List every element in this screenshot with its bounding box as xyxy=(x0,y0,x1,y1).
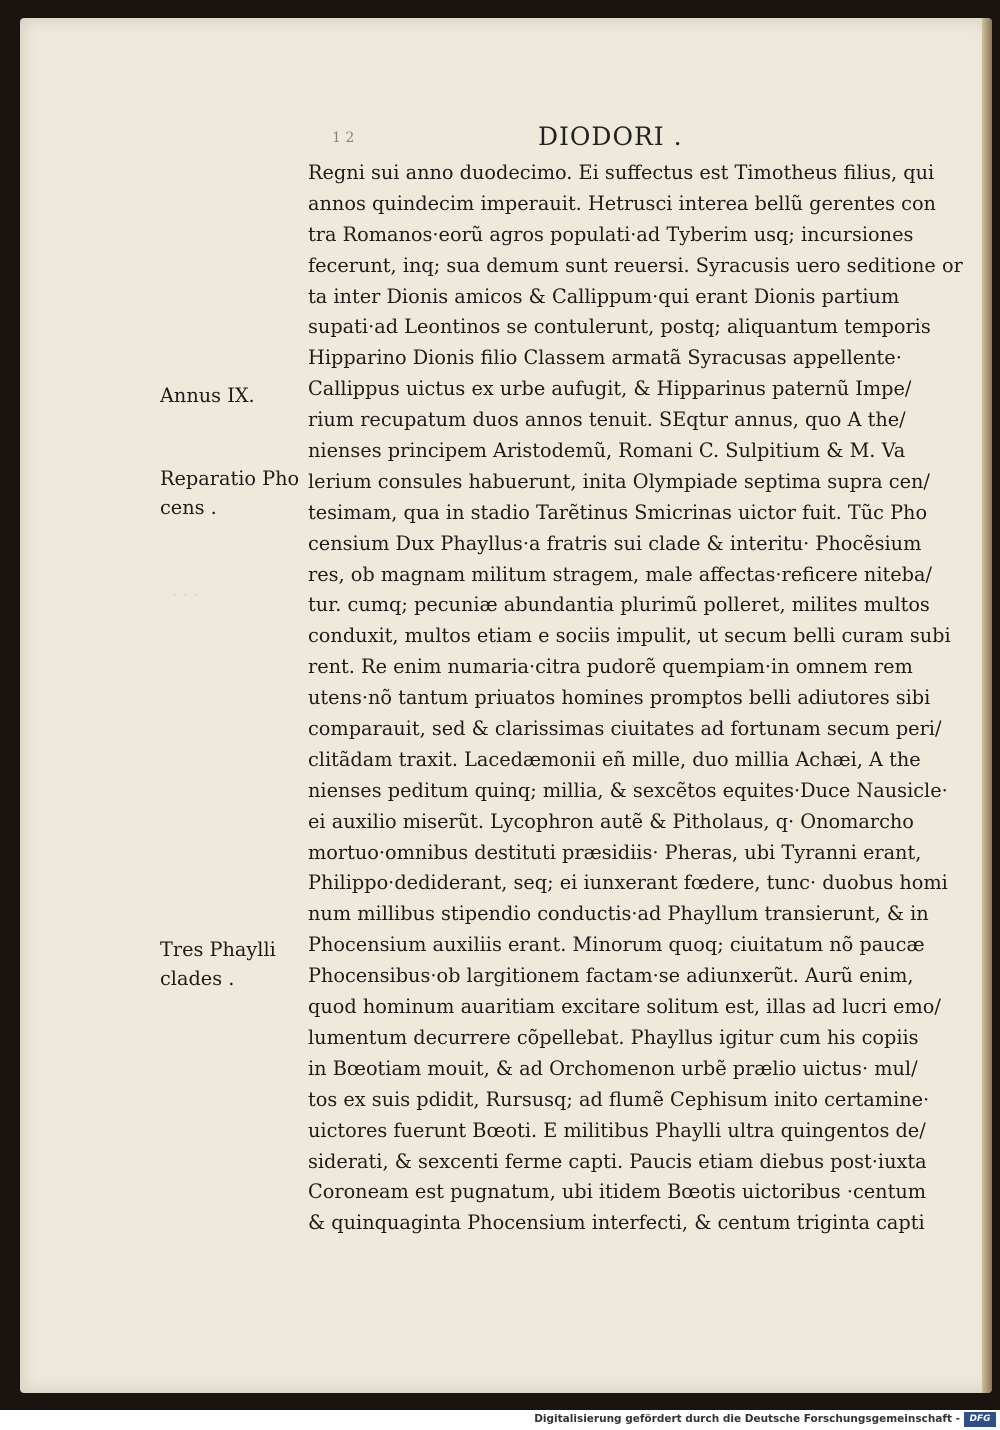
text-line: Hipparino Dionis filio Classem armatã Syracusas appellente· xyxy=(308,346,902,370)
margin-note-annus xyxy=(160,381,255,410)
text-line: censium Dux Phayllus·a fratris sui clade & interitu· Phocẽsium xyxy=(308,531,922,555)
text-line: clitãdam traxit. Lacedæmonii eñ mille, duo millia Achæi, A the xyxy=(308,747,921,771)
page-edge xyxy=(982,18,992,1393)
text-line: nienses peditum quinq; millia, & sexcẽtos equites·Duce Nausicle· xyxy=(308,778,948,802)
text-line: utens·nõ tantum priuatos homines promptos belli adiutores sibi xyxy=(308,686,931,710)
text-line: tra Romanos·eorũ agros populati·ad Tyberim usq; incursiones xyxy=(308,222,914,246)
text-line: Regni sui anno duodecimo. Ei suffectus est Timotheus filius, qui xyxy=(308,161,935,184)
text-line: Coroneam est pugnatum, ubi itidem Bœotis uictoribus ·centum xyxy=(308,1180,927,1204)
margin-note-line: clades . xyxy=(160,967,235,990)
text-line: Philippo·dediderant, seq; ei iunxerant fœdere, tunc· duobus homi xyxy=(308,871,948,895)
text-line: tesimam, qua in stadio Tarẽtinus Smicrinas uictor fuit. Tũc Pho xyxy=(308,500,928,524)
text-line: quod hominum auaritiam excitare solitum est, illas ad lucri emo/ xyxy=(308,995,941,1019)
text-line: rent. Re enim numaria·citra pudorẽ quempiam·in omnem rem xyxy=(308,655,913,679)
book-page xyxy=(20,18,992,1393)
text-line: annos quindecim imperauit. Hetrusci interea bellũ gerentes con xyxy=(308,191,936,215)
text-line: & quinquaginta Phocensium interfecti, & centum triginta capti xyxy=(308,1211,925,1235)
text-line: uictores fuerunt Bœoti. E militibus Phaylli ultra quingentos de/ xyxy=(308,1118,926,1142)
text-line: lerium consules habuerunt, inita Olympiade septima supra cen/ xyxy=(308,469,930,493)
text-line: rium recupatum duos annos tenuit. SEqtur annus, quo A the/ xyxy=(308,408,906,432)
margin-note-reparatio xyxy=(160,464,299,522)
text-line: tur. cumq; pecuniæ abundantia plurimũ polleret, milites multos xyxy=(308,593,930,617)
text-line: comparauit, sed & clarissimas ciuitates ad fortunam secum peri/ xyxy=(308,717,942,741)
text-line: res, ob magnam militum stragem, male affectas·reficere niteba/ xyxy=(308,562,933,586)
text-line: conduxit, multos etiam e sociis impulit, ut secum belli curam subi xyxy=(308,624,951,648)
show-through: · · · xyxy=(172,586,200,606)
text-line: tos ex suis pdidit, Rursusq; ad flumẽ Cephisum inito certamine· xyxy=(308,1087,930,1111)
digitization-footer xyxy=(0,1410,1000,1430)
text-line: Callippus uictus ex urbe aufugit, & Hipparinus paternũ Impe/ xyxy=(308,377,912,401)
text-line: siderati, & sexcenti ferme capti. Paucis etiam diebus post·iuxta xyxy=(308,1149,927,1173)
footer-credit: Digitalisierung gefördert durch die Deutsche Forschungsgemeinschaft - xyxy=(534,1413,960,1425)
margin-note-line: Tres Phaylli xyxy=(160,938,276,961)
margin-note-line: Reparatio Pho xyxy=(160,467,300,490)
text-line: num millibus stipendio conductis·ad Phayllum transierunt, & in xyxy=(308,902,929,926)
text-line: ei auxilio miserũt. Lycophron autẽ & Pitholaus, q· Onomarcho xyxy=(308,809,914,833)
text-line: lumentum decurrere cõpellebat. Phayllus igitur cum his copiis xyxy=(308,1025,919,1049)
text-line: nienses principem Aristodemũ, Romani C. Sulpitium & M. Va xyxy=(308,439,906,463)
margin-note-tres-phaylli xyxy=(160,935,276,993)
dfg-logo: DFG xyxy=(964,1412,996,1427)
text-line: fecerunt, inq; sua demum sunt reuersi. Syracusis uero seditione or xyxy=(308,253,963,277)
text-line: in Bœotiam mouit, & ad Orchomenon urbẽ prælio uictus· mul/ xyxy=(308,1056,918,1080)
margin-note-line: cens . xyxy=(160,496,217,519)
text-line: supati·ad Leontinos se contulerunt, postq; aliquantum temporis xyxy=(308,315,931,339)
text-line: mortuo·omnibus destituti præsidiis· Pheras, ubi Tyranni erant, xyxy=(308,840,922,864)
text-line: ta inter Dionis amicos & Callippum·qui erant Dionis partium xyxy=(308,284,900,308)
running-head: DIODORI . xyxy=(538,122,683,151)
text-line: Phocensibus·ob largitionem factam·se adiunxerũt. Aurũ enim, xyxy=(308,964,914,988)
main-text-block xyxy=(308,158,963,1239)
margin-note-line: Annus IX. xyxy=(160,384,255,407)
folio-mark: 1 2 xyxy=(332,130,355,146)
text-line: Phocensium auxiliis erant. Minorum quoq; ciuitatum nõ paucæ xyxy=(308,933,925,957)
